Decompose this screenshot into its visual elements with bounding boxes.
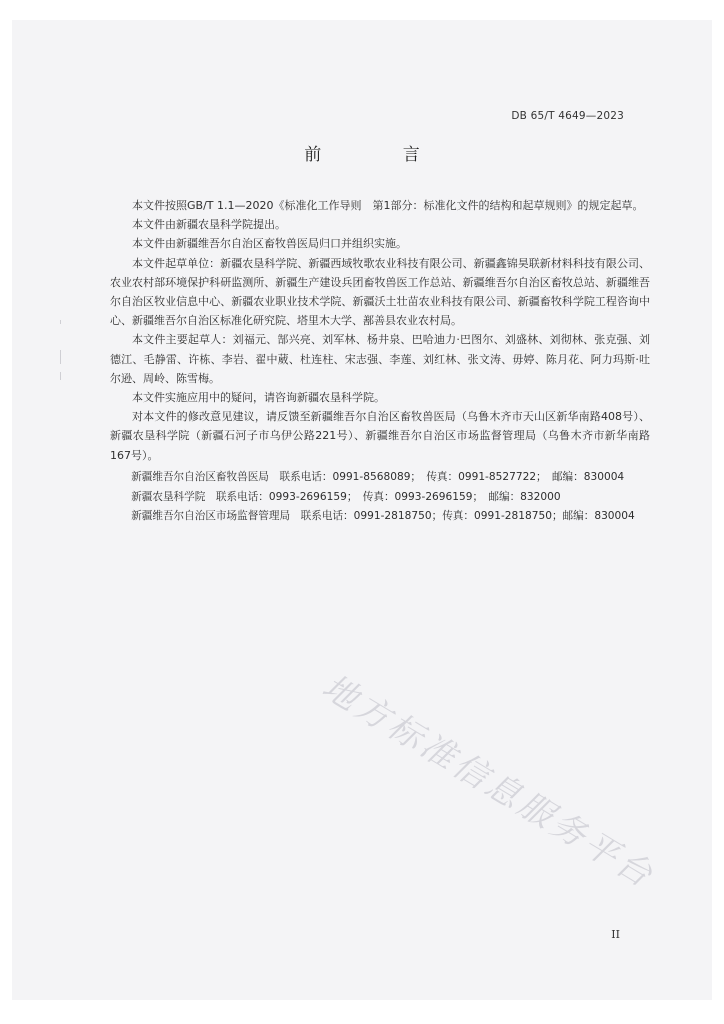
scan-mark <box>60 372 61 380</box>
paragraph-drafting-units: 本文件起草单位：新疆农垦科学院、新疆西域牧歌农业科技有限公司、新疆鑫锦昊联新材料科技有限公司、农业农村部环境保护科研监测所、新疆生产建设兵团畜牧兽医工作总站、新疆维吾尔自治区畜牧总站、新疆维吾尔自治区牧业信息中心、新疆农业职业技术学院、新疆沃土壮苗农业科技有限公司、新疆畜牧科学院工程咨询中心、新疆维吾尔自治区标准化研究院、塔里木大学、鄯善县农业农村局。 <box>110 256 650 328</box>
paragraph-standard-basis: 本文件按照GB/T 1.1—2020《标准化工作导则 第1部分：标准化文件的结构和起草规则》的规定起草。 <box>132 199 644 212</box>
contact-line: 新疆维吾尔自治区市场监督管理局 联系电话：0991-2818750；传真：0991-2818750；邮编：830004 <box>131 510 635 522</box>
watermark: 地方标准信息服务平台 <box>315 666 662 897</box>
paragraph-feedback: 对本文件的修改意见建议，请反馈至新疆维吾尔自治区畜牧兽医局（乌鲁木齐市天山区新华南路408号）、新疆农垦科学院（新疆石河子市乌伊公路221号）、新疆维吾尔自治区市场监督管理局（乌鲁木齐市新华南路167号）。 <box>110 410 650 462</box>
page-number: II <box>611 928 620 941</box>
paragraph-proposer: 本文件由新疆农垦科学院提出。 <box>132 218 286 232</box>
paragraph-drafters: 本文件主要起草人：刘福元、郜兴亮、刘军林、杨井泉、巴哈迪力·巴图尔、刘盛林、刘彻林、张克强、刘德江、毛静雷、许栋、李岩、翟中葳、杜连柱、宋志强、李莲、刘红林、张文涛、毋婷、陈月花、阿力玛斯·吐尔逊、周岭、陈雪梅。 <box>110 333 650 385</box>
contact-line: 新疆维吾尔自治区畜牧兽医局 联系电话：0991-8568089； 传真：0991-8527722； 邮编：830004 <box>131 471 625 483</box>
page-title: 前 言 <box>304 145 458 165</box>
scan-mark <box>60 350 61 364</box>
paragraph-responsible: 本文件由新疆维吾尔自治区畜牧兽医局归口并组织实施。 <box>132 237 407 251</box>
paragraph-inquiry: 本文件实施应用中的疑问，请咨询新疆农垦科学院。 <box>132 391 385 405</box>
document-code: DB 65/T 4649—2023 <box>511 110 624 122</box>
foreword-body <box>110 196 650 465</box>
document-page <box>12 20 712 1000</box>
contact-list <box>110 468 670 527</box>
scan-mark <box>60 320 61 324</box>
contact-line: 新疆农垦科学院 联系电话：0993-2696159； 传真：0993-2696159； 邮编：832000 <box>131 490 561 503</box>
